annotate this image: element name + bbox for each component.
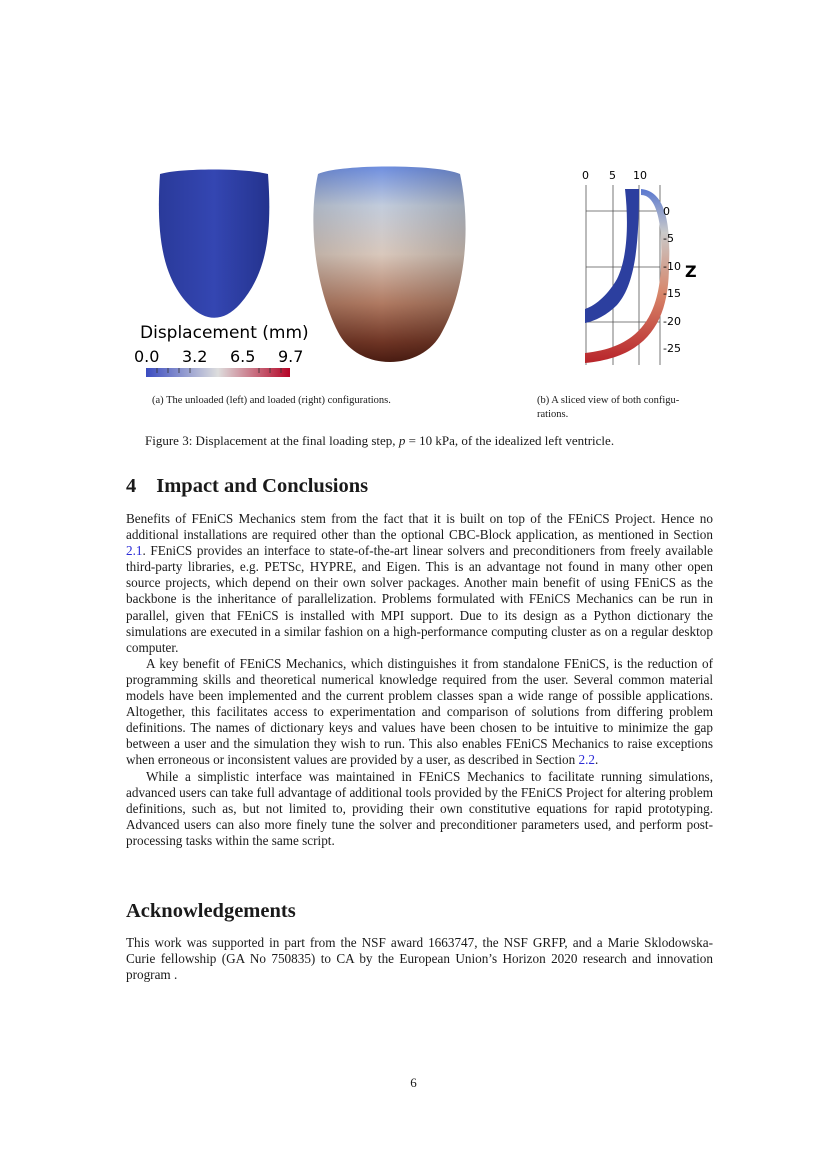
acknowledgements-text: This work was supported in part from the NSF award 1663747, the NSF GRFP, and a Marie Sklodowska-Curie fellowship (GA No 750835) to CA by the European Union’s Horizon 2020 research and innovation program . <box>126 935 713 983</box>
paragraph <box>126 511 713 656</box>
paragraph-text: Benefits of FEniCS Mechanics stem from the fact that it is built on top of the FEniCS Project. Hence no additional installations are required other than the optional CBC-Block application, as mentioned in Section <box>126 511 713 543</box>
section-title: Impact and Conclusions <box>156 475 369 497</box>
section-ref-link[interactable]: 2.1 <box>126 543 143 559</box>
caption-a: (a) The unloaded (left) and loaded (right) configurations. <box>152 395 391 406</box>
colorbar-tick: 9.7 <box>278 347 304 366</box>
paragraph: While a simplistic interface was maintained in FEniCS Mechanics to facilitate running simulations, advanced users can take full advantage of additional tools provided by the FEniCS Project for altering problem definitions, such as, but not limited to, providing their own constitutive equations for rapid prototyping. Advanced users can also more finely tune the solver and preconditioner parameters used, and perform post-processing tasks within the same script. <box>126 768 713 848</box>
y-tick-label: -25 <box>663 342 681 355</box>
x-tick-label: 5 <box>609 169 616 182</box>
unloaded-ventricle <box>159 170 269 318</box>
ventricle-figure <box>120 160 480 385</box>
slice-figure <box>575 165 705 375</box>
x-tick-label: 10 <box>633 169 647 182</box>
colorbar-tick: 0.0 <box>134 347 160 366</box>
unloaded-slice <box>585 189 639 323</box>
page-number: 6 <box>410 1075 417 1090</box>
acknowledgements-heading: Acknowledgements <box>126 900 296 922</box>
section-ref-link[interactable]: 2.2 <box>578 752 595 768</box>
x-tick-label: 0 <box>582 169 589 182</box>
z-axis-label: Z <box>685 262 697 281</box>
caption-text: Figure 3: Displacement at the final loading step, <box>145 433 399 448</box>
section-number: 4 <box>126 475 137 497</box>
colorbar-tick: 6.5 <box>230 347 256 366</box>
caption-text: = 10 kPa, of the idealized left ventricle. <box>405 433 615 448</box>
caption-var: p <box>398 433 406 448</box>
section-heading <box>126 475 368 498</box>
y-tick-label: -20 <box>663 315 681 328</box>
colorbar-tick: 3.2 <box>182 347 208 366</box>
paragraph-text: . <box>594 752 599 768</box>
figure-caption <box>145 433 705 449</box>
section-body <box>126 511 713 849</box>
loaded-ventricle <box>313 167 465 363</box>
caption-b <box>537 394 717 422</box>
paragraph-text: A key benefit of FEniCS Mechanics, which distinguishes it from standalone FEniCS, is the reduction of programming skills and theoretical numerical knowledge required from the user. Several common material models have been implemented and the current problem classes span a wide range of possible applications. Altogether, this facilitates access to experimentation and comparison of solutions from differing problem definitions. The names of dictionary keys and values have been chosen to be intuitive to minimize the gap between a user and the simulation they wish to run. This also enables FEniCS Mechanics to raise exceptions when erroneous or inconsistent values are provided by a user, as described in Section <box>126 655 713 768</box>
y-tick-label: 0 <box>663 205 670 218</box>
y-tick-label: -10 <box>663 260 681 273</box>
caption-b-line: rations. <box>537 409 569 420</box>
caption-b-line: (b) A sliced view of both configu- <box>537 395 680 406</box>
paragraph-text: . FEniCS provides an interface to state-of-the-art linear solvers and preconditioners from freely available third-party libraries, e.g. PETSc, HYPRE, and Eigen. This is an advantage not found in many other open source projects, which depend on their own solver packages. Another main benefit of using FEniCS as the backbone is the inheritance of parallelization. Problems formulated with FEniCS Mechanics can be run in parallel, given that FEniCS is installed with MPI support. Due to its design as a Python dictionary the simulations are executed in a similar fashion on a high-performance computing cluster as on a regular desktop computer. <box>126 543 713 655</box>
colorbar-title: Displacement (mm) <box>140 323 309 343</box>
y-tick-label: -5 <box>663 232 674 245</box>
paragraph <box>126 656 713 769</box>
y-tick-label: -15 <box>663 287 681 300</box>
